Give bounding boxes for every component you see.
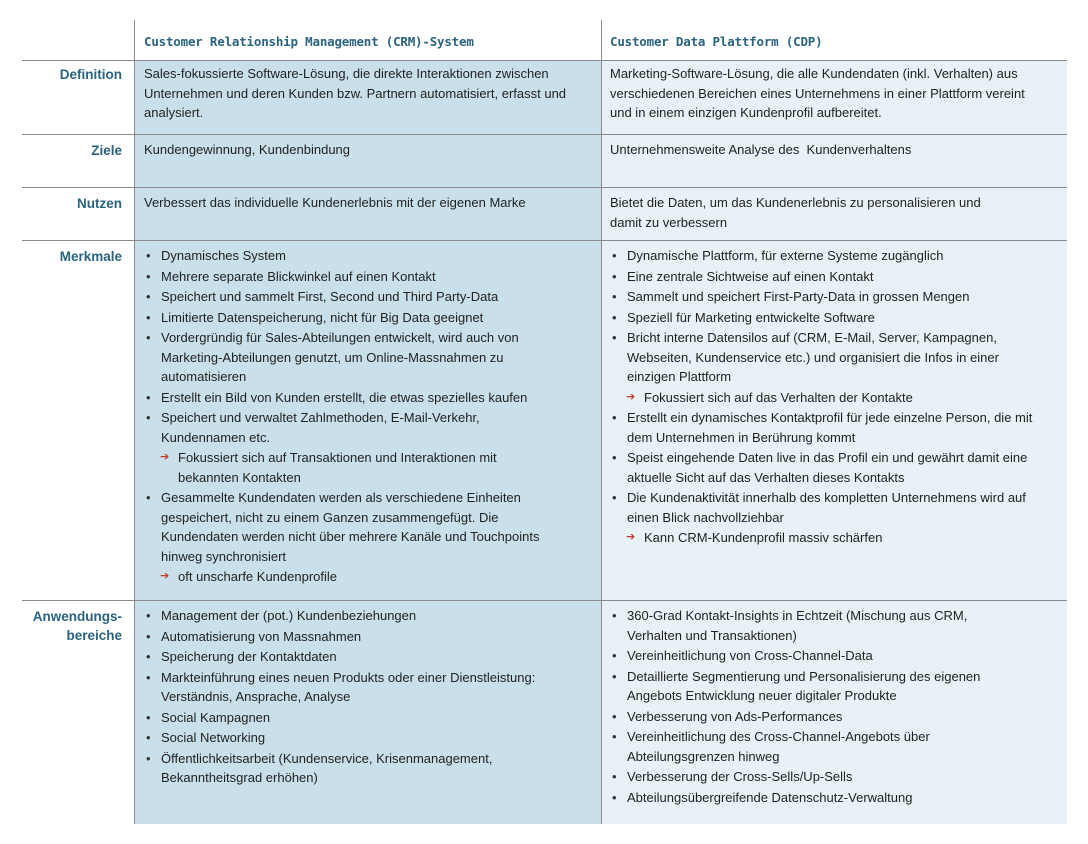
row-divider [22,240,1067,241]
list-item: • Vordergründig für Sales-Abteilungen entwickelt, wird auch von Marketing-Abteilungen genutzt, um Online-Massnahmen zu automatisieren [144,328,531,387]
column-divider-left [134,20,135,824]
arrow-list-item: ➔ oft unscharfe Kundenprofile [144,567,564,587]
list-item: • Erstellt ein dynamisches Kontaktprofil für jede einzelne Person, die mit dem Unternehmen in Berührung kommt [610,408,1047,447]
list-item: • Speziell für Marketing entwickelte Software [610,308,1040,328]
list-item: • Bricht interne Datensilos auf (CRM, E-Mail, Server, Kampagnen, Webseiten, Kundenservice etc.) und organisiert die Infos in einer einzigen Plattform [610,328,1037,387]
row-divider [22,60,1067,61]
list-item: • Eine zentrale Sichtweise auf einen Kontakt [610,267,1040,287]
row-label-line: Anwendungs- [32,609,122,624]
list-item: • Mehrere separate Blickwinkel auf einen Kontakt [144,267,564,287]
arrow-list-item: ➔ Fokussiert sich auf das Verhalten der Kontakte [610,388,1040,408]
nutzen-cdp: Bietet die Daten, um das Kundenerlebnis zu personalisieren und damit zu verbessern [610,195,981,230]
header-crm: Customer Relationship Management (CRM)-System [144,34,474,49]
arrow-list-item: ➔ Kann CRM-Kundenprofil massiv schärfen [610,528,1040,548]
list-item: • Markteinführung eines neuen Produkts oder einer Dienstleistung: Verständnis, Ansprache, Analyse [144,668,591,707]
list-item: • Social Kampagnen [144,708,574,728]
list-item: • Automatisierung von Massnahmen [144,627,574,647]
row-label-nutzen: Nutzen [77,196,122,211]
list-item: • Verbesserung der Cross-Sells/Up-Sells [610,767,1020,787]
list-item: • Speicherung der Kontaktdaten [144,647,574,667]
row-divider [22,600,1067,601]
list-item: • Detaillierte Segmentierung und Personalisierung des eigenen Angebots Entwicklung neuer digitaler Produkte [610,667,1027,706]
list-item: • Dynamische Plattform, für externe Systeme zugänglich [610,246,1040,266]
row-label-line: bereiche [66,628,122,643]
list-item: • Vereinheitlichung des Cross-Channel-Angebots über Abteilungsgrenzen hinweg [610,727,977,766]
list-item: • Abteilungsübergreifende Datenschutz-Verwaltung [610,788,1020,808]
list-item: • Die Kundenaktivität innerhalb des kompletten Unternehmens wird auf einen Blick nachvollziehbar [610,488,1057,527]
ziele-crm: Kundengewinnung, Kundenbindung [144,142,351,157]
row-label-merkmale: Merkmale [59,249,122,264]
list-item: • Speichert und sammelt First, Second und Third Party-Data [144,287,564,307]
row-label-anwendungsbereiche [33,607,122,645]
header-cdp: Customer Data Plattform (CDP) [610,34,823,49]
definition-crm: Sales-fokussierte Software-Lösung, die direkte Interaktionen zwischen Unternehmen und deren Kunden bzw. Partnern automatisiert, erfasst und analysiert. [144,66,567,120]
list-item: • Limitierte Datenspeicherung, nicht für Big Data geeignet [144,308,564,328]
list-item: • Speist eingehende Daten live in das Profil ein und gewährt damit eine aktuelle Sicht auf das Verhalten dieses Kontakts [610,448,1047,487]
list-item: • 360-Grad Kontakt-Insights in Echtzeit (Mischung aus CRM, Verhalten und Transaktionen) [610,606,1007,645]
nutzen-crm: Verbessert das individuelle Kundenerlebnis mit der eigenen Marke [144,195,526,210]
row-divider [22,134,1067,135]
row-label-ziele: Ziele [91,143,122,158]
anwendung-crm-list [144,606,574,789]
list-item: • Management der (pot.) Kundenbeziehungen [144,606,574,626]
list-item: • Erstellt ein Bild von Kunden erstellt, die etwas spezielles kaufen [144,388,564,408]
list-item: • Gesammelte Kundendaten werden als verschiedene Einheiten gespeichert, nicht zu einem Ganzen zusammengefügt. Die Kundendaten werden nicht über mehrere Kanäle und Touchpoints hinweg synchronisiert [144,488,551,566]
list-item: • Vereinheitlichung von Cross-Channel-Data [610,646,1020,666]
row-label-definition: Definition [59,67,122,82]
merkmale-crm-list [144,246,564,588]
arrow-list-item: ➔ Fokussiert sich auf Transaktionen und Interaktionen mit bekannten Kontakten [144,448,538,487]
definition-cdp: Marketing-Software-Lösung, die alle Kundendaten (inkl. Verhalten) aus verschiedenen Bereichen eines Unternehmens in einer Plattform vereint und in einem einzigen Kundenprofil aufbereitet. [610,66,1025,120]
list-item: • Speichert und verwaltet Zahlmethoden, E-Mail-Verkehr, Kundennamen etc. [144,408,501,447]
column-divider-right [601,20,602,824]
list-item: • Social Networking [144,728,574,748]
list-item: • Sammelt und speichert First-Party-Data in grossen Mengen [610,287,1040,307]
row-divider [22,187,1067,188]
anwendung-cdp-list [610,606,1020,808]
merkmale-cdp-list [610,246,1040,549]
list-item: • Öffentlichkeitsarbeit (Kundenservice, Krisenmanagement, Bekanntheitsgrad erhöhen) [144,749,541,788]
ziele-cdp: Unternehmensweite Analyse des Kundenverhaltens [610,142,912,157]
list-item: • Dynamisches System [144,246,564,266]
list-item: • Verbesserung von Ads-Performances [610,707,1020,727]
